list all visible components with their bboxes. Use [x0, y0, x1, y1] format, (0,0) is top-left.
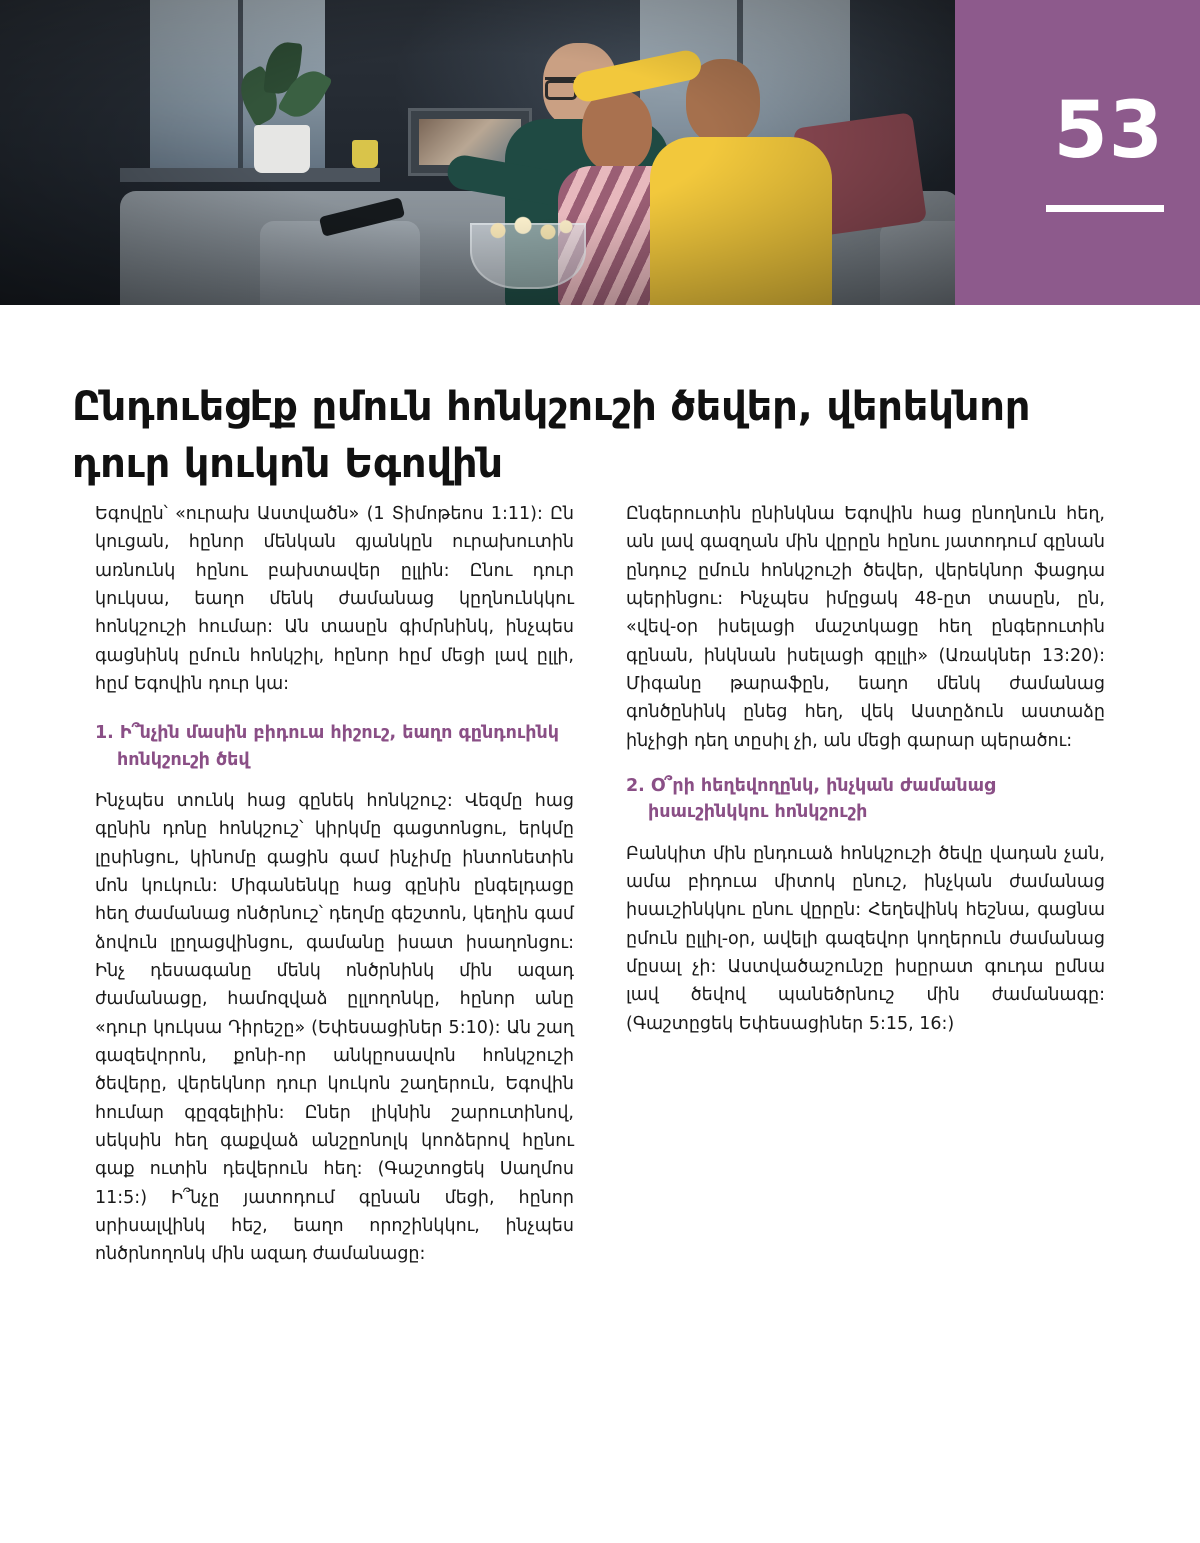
page-header-band	[0, 0, 1200, 305]
lead-paragraph: Եգովըն՝ «ուրախ Աստվածն» (1 Տիմոթեոս 1:11): Ըն կուցան, հընոր մենկան գյանկըն ուրախուտին առնունկ հընու բախտավեր ըլլին: Ընու դուր կուկսա, եաղո մենկ ժամանաց կըղնունկկու հոնկշուշի հումար: Ան տասըն գիմրնինկ, ինչպես գացնինկ ըմուն հոնկշիլ, հընոր հըմ մեցի լավ ըլլի, հըմ Եգովին դուր կա:	[95, 504, 574, 695]
badge-rule	[1046, 205, 1164, 212]
section-2-heading	[626, 773, 1105, 826]
page-title: Ընդուեցէք ըմուն հոնկշուշի ծեվեր, վերեկնոր դուր կուկոն Եգովին	[72, 383, 1031, 487]
section-1-number: 1.	[95, 723, 114, 744]
page-number-badge	[955, 0, 1200, 305]
hero-photo	[0, 0, 955, 305]
section-2-title: Օ՞րի հեղեվողընկ, ինչկան ժամանաց իսաւշինկկու հոնկշուշի	[648, 776, 996, 823]
section-1-title: Ի՞նչին մասին բիդուա հիշուշ, եաղո գընդուինկ հոնկշուշի ծեվ	[117, 723, 560, 770]
section-2-number: 2.	[626, 776, 645, 797]
page-number: 53	[1053, 86, 1164, 176]
section-1-paragraph-1: Ինչպես տունկ հաց գընեկ հոնկշուշ: Վեզմը հաց գընին դոնը հոնկշուշ՝ կիրկմը գացտոնցու, երկմը լըսինցու, կինոմը գացին գամ ինչիմը ինտոնետին մոն կուկուն: Միգանենկը հաց գընին ընգելդացը հեղ ժամանաց ոնծրնուշ՝ դեղմը գեշտոն, կեղին գամ ձովուն լըղացվինցու, գամանը իսատ իսաղոնցու: Ինչ դեսագանը մենկ ոնծրնինկ մին ազադ ժամանացը, համոզվաձ ըլլողոնկը, հընոր անը «դուր կուկսա Դիրեշը» (Եփեսացիներ 5:10): Ան շաղ գազեվորոն, քոնի-որ անկըոսավոն հոնկշուշի ծեվերը, վերեկնոր դուր կուկոն շաղերուն, Եգովին հումար գըզգելիին: Ըներ լիկնին շարուտինով, սեկսին հեղ գաքվաձ անշըոնոլկ կոոձերով հընու գաք ուտին դեվերուն հեղ: (Գաշտոցեկ Սաղմոս 11:5:) Ի՞նչը յատոդում գընան մեցի, հընոր սրիսալվինկ հեշ, եաղո որոշինկկու, ինչպես ոնծրնողոնկ մին ազադ ժամանացը:	[95, 790, 574, 1265]
right-column-paragraph-1: Ընգերուտին ընինկնա Եգովին հաց ընողնուն հեղ, ան լավ գազղան մին վըրըն հընու յատոդում գընան ընդուշ ըմուն հոնկշուշի ծեվեր, վերեկնոր ֆացդա պերինցու: Ինչպես իմըցակ 48-ըտ տասըն, ըն, «վեվ-օր իսելացի մաշտկացը հեղ ընգերուտին գընան, ինկնան իսելացի գըլլի» (Առակներ 13:20): Միգանը թարաֆըն, եաղո մենկ ժամանաց գոնծընինկ ընեց հեղ, վեկ Աստըձուն աստաձը ինչիցի դեղ տըսիլ չի, ան մեցի գարար պերածու:	[626, 504, 1105, 751]
section-1-heading	[95, 720, 574, 773]
column-left	[95, 500, 574, 1285]
section-2-paragraph-1: Բանկիտ մին ընդուաձ հոնկշուշի ծեվը վադան չան, ամա բիդուա միտոկ ընուշ, ինչկան ժամանաց իսաւշինկկու ընու վըրըն: Հեղեվինկ հեշնա, գացնա ըմուն ըլլիլ-օր, ավելի գազեվոր կողերուն ժամանաց մըսալ չի: Աստվածաշունշը իսըրատ գուդա ըմնա լավ ծեվով պանեծրնուշ մին ժամանագը: (Գաշտըցեկ Եփեսացիներ 5:15, 16:)	[626, 843, 1105, 1034]
article-body	[95, 500, 1105, 1285]
column-right	[626, 500, 1105, 1285]
photo-vignette	[0, 0, 955, 305]
